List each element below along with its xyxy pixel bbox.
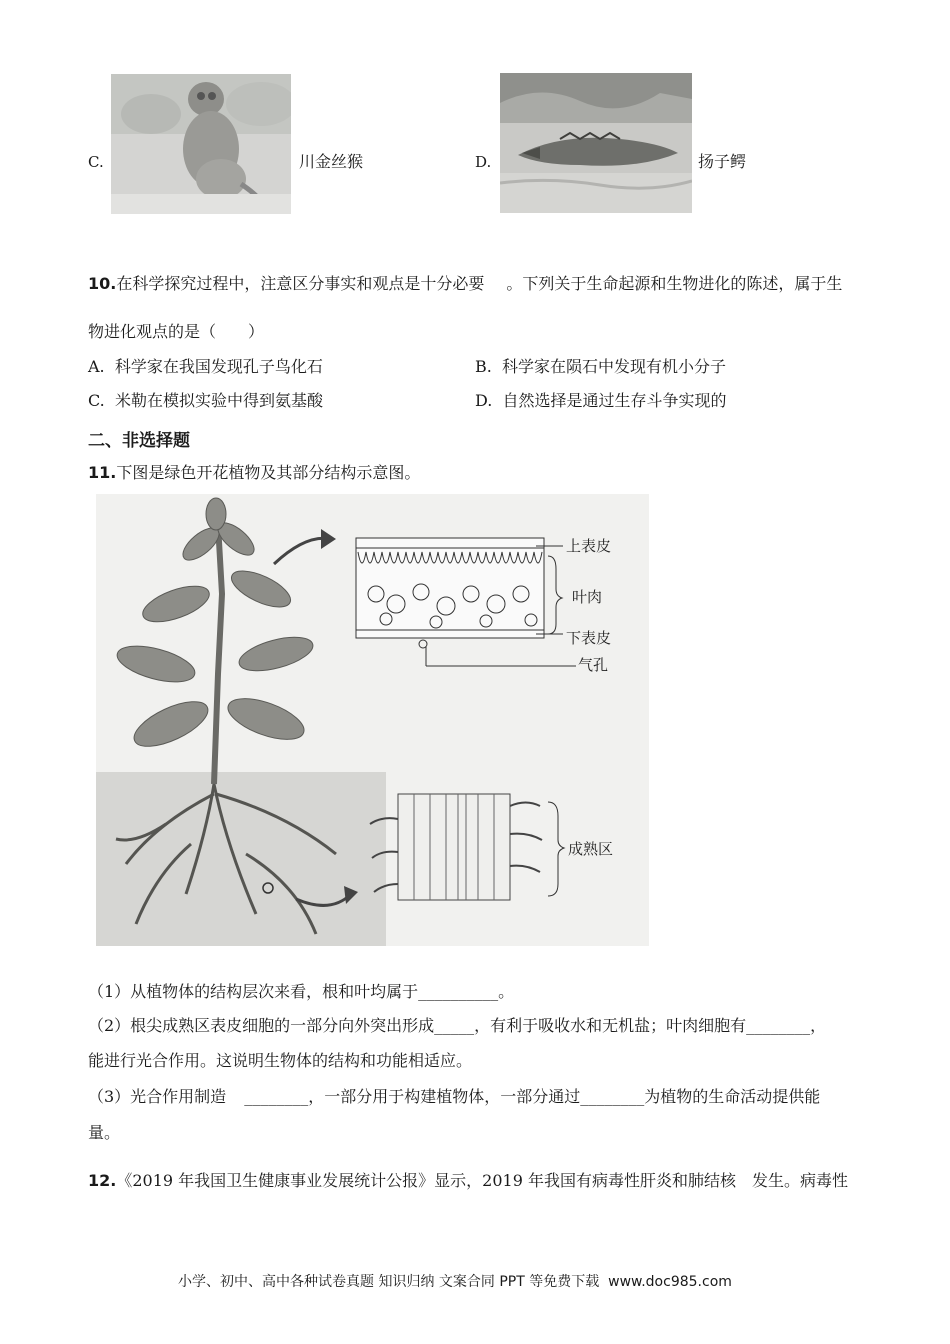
q10-option-d [475,391,727,411]
q11-sub2-line2: 能进行光合作用。这说明生物体的结构和功能相适应。 [88,1051,473,1070]
label-lower-epidermis: 下表皮 [566,629,612,647]
footer-url[interactable]: www.doc985.com [608,1274,732,1290]
alligator-caption: 扬子鳄 [698,152,747,171]
q12-stem [88,1171,848,1191]
plant-diagram-svg [96,494,649,946]
footer [178,1271,732,1291]
option-text: 自然选择是通过生存斗争实现的 [502,391,727,410]
q11-sub3-part-b: ________，一部分用于构建植物体，一部分通过________为植物的生命活动提供能 [244,1087,821,1106]
q10-number: 10. [88,274,117,293]
golden-monkey-illustration [111,74,291,214]
q11-sub3-part-a: （3）光合作用制造 [88,1087,227,1106]
golden-monkey-photo [111,74,291,214]
label-maturation-zone: 成熟区 [568,840,614,858]
q12-text-b: 发生。病毒性 [751,1171,848,1190]
alligator-illustration [500,73,692,213]
section-heading: 二、非选择题 [88,431,190,451]
alligator-photo [500,73,692,213]
q10-stem-line2: 物进化观点的是（ ） [88,322,265,341]
q11-intro: 下图是绿色开花植物及其部分结构示意图。 [116,463,421,482]
option-text: 科学家在我国发现孔子鸟化石 [114,357,323,376]
option-label: D. [475,391,493,410]
option-label: A. [88,357,105,376]
stem [214,524,222,784]
q10-option-c [88,391,323,411]
q10-stem-line1 [88,274,842,294]
q11-sub2-line1: （2）根尖成熟区表皮细胞的一部分向外突出形成_____，有利于吸收水和无机盐；叶肉细胞有________， [88,1016,827,1035]
q12-number: 12. [88,1171,117,1190]
option-d-label: D. [475,153,492,171]
leaf-cross-section [356,538,544,648]
q11-sub3-line2: 量。 [88,1123,121,1142]
q10-option-a [88,357,323,377]
label-mesophyll: 叶肉 [572,588,603,606]
q11-sub1: （1）从植物体的结构层次来看，根和叶均属于__________。 [88,982,515,1001]
q10-text-a: 在科学探究过程中，注意区分事实和观点是十分必要 [116,274,485,293]
soil-area [96,772,386,946]
q11-number: 11. [88,463,117,482]
plant-structure-diagram [96,494,649,946]
q12-text-a: 《2019 年我国卫生健康事业发展统计公报》显示，2019 年我国有病毒性肝炎和肺结核 [116,1171,736,1190]
root-mature-zone [370,794,564,900]
q10-option-b [475,357,726,377]
option-c-label: C. [88,153,104,171]
label-stoma: 气孔 [578,656,609,674]
q11-stem [88,463,420,483]
option-text: 米勒在模拟实验中得到氨基酸 [114,391,323,410]
footer-text: 小学、初中、高中各种试卷真题 知识归纳 文案合同 PPT 等免费下载 [178,1274,600,1290]
option-text: 科学家在陨石中发现有机小分子 [502,357,727,376]
option-label: C. [88,391,105,410]
q10-text-b: 。下列关于生命起源和生物进化的陈述，属于生 [506,274,843,293]
q11-sub3-line1 [88,1087,820,1107]
label-upper-epidermis: 上表皮 [566,537,612,555]
golden-monkey-caption: 川金丝猴 [299,152,364,171]
option-label: B. [475,357,492,376]
